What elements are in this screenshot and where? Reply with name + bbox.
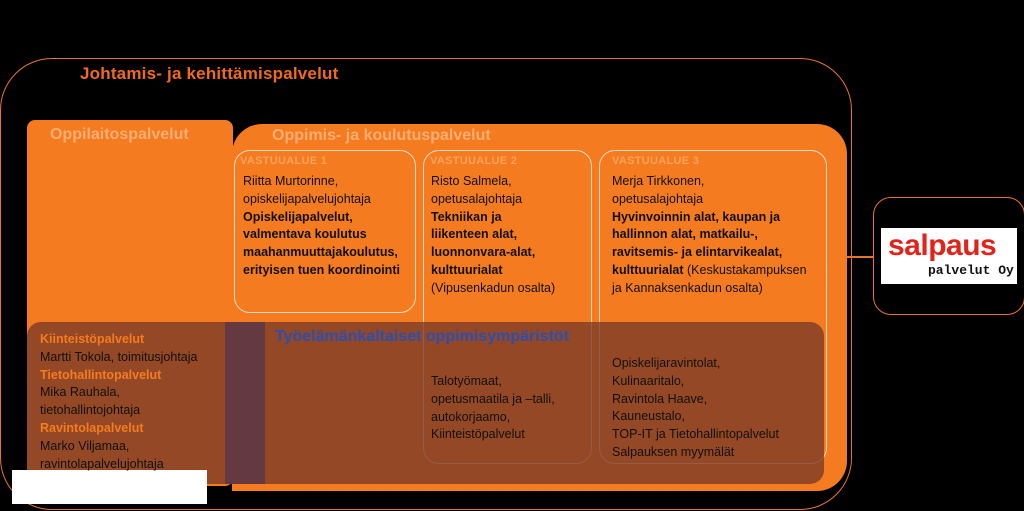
resp1-role: opiskelijapalvelujohtaja [243, 191, 371, 206]
support-services [40, 331, 197, 473]
resp2-note: (Vipusenkadun osalta) [431, 280, 556, 295]
resp2-unit: Talotyömaat, [431, 374, 502, 388]
service-person: Martti Tokola, toimitusjohtaja [40, 349, 198, 364]
resp3-person: Merja Tirkkonen, [612, 174, 705, 188]
resp2-person: Risto Salmela, [431, 174, 512, 188]
salpaus-logo-subtext: palvelut Oy [928, 263, 1014, 278]
service-role: tietohallintojohtaja [40, 403, 141, 418]
management-title: Johtamis- ja kehittämispalvelut [80, 64, 339, 83]
resp1-duty: Opiskelijapalvelut, [243, 209, 353, 224]
responsibility-area-3-heading: VASTUUALUE 3 [612, 155, 700, 167]
resp3-unit: Salpauksen myymälät [612, 444, 735, 459]
resp3-unit: Kauneustalo, [612, 409, 685, 424]
connector-line [846, 256, 874, 258]
resp3-duty: ravitsemis- ja elintarvikealat, [612, 245, 783, 260]
service-role: ravintolapalvelujohtaja [40, 456, 164, 471]
resp3-units [612, 355, 779, 462]
resp3-note: ja Kannaksenkadun osalta) [612, 280, 763, 295]
resp3-unit: Opiskelijaravintolat, [612, 356, 721, 370]
resp2-duty: liikenteen alat, [431, 227, 518, 242]
resp2-duty: kulttuurialat [431, 262, 503, 277]
service-person: Mika Rauhala, [40, 385, 120, 400]
resp1-duty: valmentava koulutus [243, 227, 367, 242]
responsibility-area-2-text [431, 173, 555, 298]
resp3-unit: Ravintola Haave, [612, 391, 708, 406]
resp3-note: (Keskustakampuksen [683, 262, 807, 277]
resp2-duty: luonnonvara-alat, [431, 245, 536, 260]
resp3-role: opetusalajohtaja [612, 191, 704, 206]
resp1-person: Riitta Murtorinne, [243, 174, 339, 188]
resp3-duty-line [612, 262, 827, 280]
resp2-duty: Tekniikan ja [431, 209, 502, 224]
resp3-duty: kulttuurialat [612, 262, 684, 277]
resp3-duty: Hyvinvoinnin alat, kaupan ja [612, 209, 781, 224]
resp1-duty: maahanmuuttajakoulutus, [243, 245, 398, 260]
resp2-role: opetusalajohtaja [431, 191, 523, 206]
resp2-units [431, 373, 555, 444]
white-box [12, 470, 207, 504]
learning-services-title: Oppimis- ja koulutuspalvelut [272, 127, 491, 144]
resp1-duty: erityisen tuen koordinointi [243, 262, 400, 277]
responsibility-area-2-heading: VASTUUALUE 2 [430, 155, 518, 167]
service-title: Tietohallintopalvelut [40, 367, 162, 382]
service-title: Kiinteistöpalvelut [40, 332, 145, 346]
responsibility-area-3-text [612, 173, 827, 298]
work-environments-title: Työelämänkaltaiset oppimisympäristöt [275, 328, 570, 345]
institution-services-title: Oppilaitospalvelut [50, 126, 189, 143]
resp3-duty: hallinnon alat, matkailu-, [612, 227, 758, 242]
service-person: Marko Viljamaa, [40, 438, 130, 453]
service-title: Ravintolapalvelut [40, 420, 144, 435]
responsibility-area-1-text [243, 173, 400, 280]
resp2-unit: autokorjaamo, [431, 409, 511, 424]
resp3-unit: Kulinaaritalo, [612, 373, 685, 388]
resp3-unit: TOP-IT ja Tietohallintopalvelut [612, 427, 779, 442]
resp2-unit: opetusmaatila ja –talli, [431, 391, 555, 406]
responsibility-area-1-heading: VASTUUALUE 1 [240, 155, 328, 167]
resp2-unit: Kiinteistöpalvelut [431, 427, 525, 442]
salpaus-logo-text: salpaus [888, 229, 997, 262]
